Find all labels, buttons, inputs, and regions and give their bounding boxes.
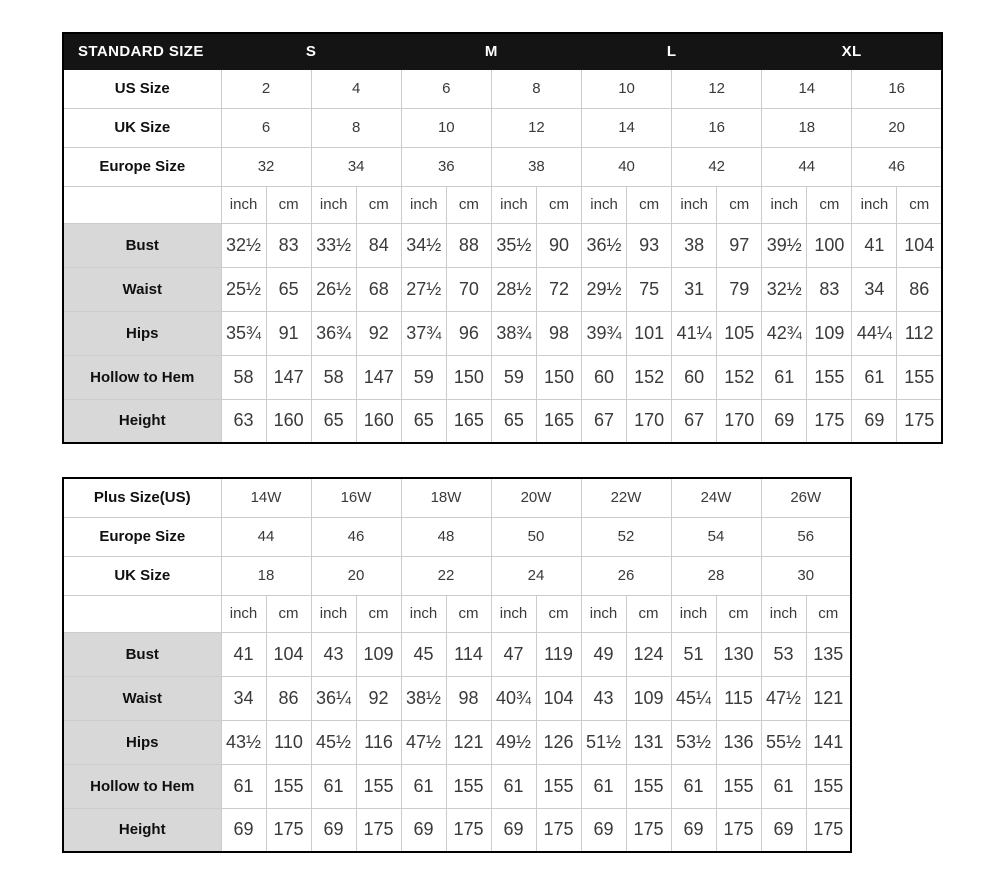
measurement-cell: 69 bbox=[581, 808, 626, 852]
measurement-cell: 40¾ bbox=[491, 676, 536, 720]
measurement-cell: 97 bbox=[717, 223, 762, 267]
measurement-row-height bbox=[63, 399, 942, 443]
size-cell: 16W bbox=[311, 478, 401, 517]
measurement-cell: 160 bbox=[266, 399, 311, 443]
measurement-cell: 155 bbox=[806, 764, 851, 808]
measurement-cell: 155 bbox=[716, 764, 761, 808]
measurement-cell: 124 bbox=[626, 632, 671, 676]
measurement-cell: 69 bbox=[401, 808, 446, 852]
measurement-cell: 37¾ bbox=[401, 311, 446, 355]
measurement-cell: 41 bbox=[852, 223, 897, 267]
row-label-bust: Bust bbox=[63, 223, 221, 267]
unit-label-cm: cm bbox=[807, 186, 852, 223]
measurement-cell: 155 bbox=[626, 764, 671, 808]
measurement-row-waist bbox=[63, 267, 942, 311]
size-cell: 22 bbox=[401, 556, 491, 595]
measurement-cell: 33½ bbox=[311, 223, 356, 267]
measurement-cell: 79 bbox=[717, 267, 762, 311]
unit-label-inch: inch bbox=[401, 595, 446, 632]
size-cell: 4 bbox=[311, 69, 401, 108]
measurement-cell: 53 bbox=[761, 632, 806, 676]
size-cell: 40 bbox=[582, 147, 672, 186]
measurement-cell: 36½ bbox=[582, 223, 627, 267]
measurement-cell: 61 bbox=[401, 764, 446, 808]
row-label-waist: Waist bbox=[63, 676, 221, 720]
size-cell: 44 bbox=[762, 147, 852, 186]
measurement-cell: 69 bbox=[671, 808, 716, 852]
size-group-xl: XL bbox=[762, 33, 942, 69]
measurement-cell: 38 bbox=[672, 223, 717, 267]
unit-label-cm: cm bbox=[626, 595, 671, 632]
measurement-cell: 83 bbox=[266, 223, 311, 267]
unit-label-cm: cm bbox=[266, 595, 311, 632]
measurement-cell: 109 bbox=[626, 676, 671, 720]
unit-label-cm: cm bbox=[717, 186, 762, 223]
size-cell: 14W bbox=[221, 478, 311, 517]
measurement-cell: 38½ bbox=[401, 676, 446, 720]
measurement-cell: 155 bbox=[356, 764, 401, 808]
measurement-cell: 75 bbox=[627, 267, 672, 311]
measurement-cell: 69 bbox=[852, 399, 897, 443]
measurement-cell: 86 bbox=[266, 676, 311, 720]
row-label-bust: Bust bbox=[63, 632, 221, 676]
measurement-cell: 26½ bbox=[311, 267, 356, 311]
measurement-cell: 51 bbox=[671, 632, 716, 676]
measurement-cell: 121 bbox=[806, 676, 851, 720]
size-group-header-row bbox=[63, 33, 942, 69]
measurement-cell: 41¼ bbox=[672, 311, 717, 355]
size-cell: 10 bbox=[582, 69, 672, 108]
size-cell: 26 bbox=[581, 556, 671, 595]
measurement-cell: 36¾ bbox=[311, 311, 356, 355]
measurement-cell: 34 bbox=[221, 676, 266, 720]
measurement-cell: 112 bbox=[897, 311, 942, 355]
unit-label-inch: inch bbox=[582, 186, 627, 223]
measurement-cell: 31 bbox=[672, 267, 717, 311]
unit-row-spacer bbox=[63, 186, 221, 223]
unit-label-inch: inch bbox=[311, 595, 356, 632]
row-label-hips: Hips bbox=[63, 720, 221, 764]
measurement-cell: 72 bbox=[536, 267, 581, 311]
measurement-cell: 141 bbox=[806, 720, 851, 764]
size-cell: 30 bbox=[761, 556, 851, 595]
row-label-plus-size-us: Plus Size(US) bbox=[63, 478, 221, 517]
measurement-cell: 92 bbox=[356, 676, 401, 720]
measurement-cell: 45 bbox=[401, 632, 446, 676]
measurement-row-hollow-to-hem bbox=[63, 355, 942, 399]
size-cell: 50 bbox=[491, 517, 581, 556]
unit-label-cm: cm bbox=[536, 595, 581, 632]
measurement-cell: 58 bbox=[221, 355, 266, 399]
size-cell: 20W bbox=[491, 478, 581, 517]
measurement-cell: 59 bbox=[491, 355, 536, 399]
size-row-plus-size-us bbox=[63, 478, 851, 517]
measurement-cell: 104 bbox=[266, 632, 311, 676]
size-cell: 26W bbox=[761, 478, 851, 517]
measurement-cell: 135 bbox=[806, 632, 851, 676]
measurement-cell: 39¾ bbox=[582, 311, 627, 355]
measurement-cell: 147 bbox=[266, 355, 311, 399]
measurement-cell: 27½ bbox=[401, 267, 446, 311]
measurement-cell: 34½ bbox=[401, 223, 446, 267]
size-cell: 18 bbox=[221, 556, 311, 595]
size-cell: 38 bbox=[491, 147, 581, 186]
size-cell: 22W bbox=[581, 478, 671, 517]
measurement-row-hips bbox=[63, 720, 851, 764]
row-label-europe-size: Europe Size bbox=[63, 517, 221, 556]
unit-label-cm: cm bbox=[446, 595, 491, 632]
row-label-hollow-to-hem: Hollow to Hem bbox=[63, 764, 221, 808]
measurement-cell: 119 bbox=[536, 632, 581, 676]
measurement-cell: 70 bbox=[446, 267, 491, 311]
measurement-row-hips bbox=[63, 311, 942, 355]
measurement-cell: 69 bbox=[761, 808, 806, 852]
size-row-uk-size bbox=[63, 108, 942, 147]
unit-label-inch: inch bbox=[672, 186, 717, 223]
measurement-cell: 155 bbox=[807, 355, 852, 399]
size-cell: 48 bbox=[401, 517, 491, 556]
size-row-europe-size bbox=[63, 147, 942, 186]
measurement-cell: 49½ bbox=[491, 720, 536, 764]
measurement-cell: 47½ bbox=[761, 676, 806, 720]
measurement-cell: 61 bbox=[762, 355, 807, 399]
measurement-cell: 98 bbox=[446, 676, 491, 720]
size-cell: 8 bbox=[311, 108, 401, 147]
size-cell: 36 bbox=[401, 147, 491, 186]
measurement-cell: 28½ bbox=[491, 267, 536, 311]
size-row-us-size bbox=[63, 69, 942, 108]
measurement-cell: 59 bbox=[401, 355, 446, 399]
measurement-cell: 65 bbox=[266, 267, 311, 311]
measurement-cell: 116 bbox=[356, 720, 401, 764]
size-cell: 2 bbox=[221, 69, 311, 108]
measurement-cell: 55½ bbox=[761, 720, 806, 764]
measurement-cell: 25½ bbox=[221, 267, 266, 311]
size-cell: 16 bbox=[852, 69, 942, 108]
unit-header-row bbox=[63, 186, 942, 223]
measurement-cell: 49 bbox=[581, 632, 626, 676]
measurement-cell: 147 bbox=[356, 355, 401, 399]
size-cell: 14 bbox=[762, 69, 852, 108]
size-cell: 12 bbox=[672, 69, 762, 108]
size-group-l: L bbox=[582, 33, 762, 69]
measurement-cell: 83 bbox=[807, 267, 852, 311]
measurement-cell: 150 bbox=[536, 355, 581, 399]
measurement-cell: 35¾ bbox=[221, 311, 266, 355]
unit-label-inch: inch bbox=[311, 186, 356, 223]
measurement-cell: 175 bbox=[897, 399, 942, 443]
measurement-cell: 42¾ bbox=[762, 311, 807, 355]
measurement-cell: 165 bbox=[536, 399, 581, 443]
size-cell: 20 bbox=[852, 108, 942, 147]
measurement-cell: 61 bbox=[671, 764, 716, 808]
size-cell: 8 bbox=[491, 69, 581, 108]
measurement-cell: 104 bbox=[897, 223, 942, 267]
measurement-cell: 29½ bbox=[582, 267, 627, 311]
measurement-cell: 155 bbox=[897, 355, 942, 399]
measurement-cell: 60 bbox=[582, 355, 627, 399]
row-label-uk-size: UK Size bbox=[63, 556, 221, 595]
measurement-cell: 44¼ bbox=[852, 311, 897, 355]
size-cell: 20 bbox=[311, 556, 401, 595]
plus-size-table-grid bbox=[62, 477, 852, 853]
unit-label-cm: cm bbox=[716, 595, 761, 632]
size-cell: 52 bbox=[581, 517, 671, 556]
measurement-cell: 60 bbox=[672, 355, 717, 399]
measurement-cell: 69 bbox=[221, 808, 266, 852]
measurement-cell: 51½ bbox=[581, 720, 626, 764]
measurement-cell: 47 bbox=[491, 632, 536, 676]
measurement-cell: 32½ bbox=[221, 223, 266, 267]
measurement-cell: 32½ bbox=[762, 267, 807, 311]
size-cell: 18 bbox=[762, 108, 852, 147]
row-label-europe-size: Europe Size bbox=[63, 147, 221, 186]
measurement-cell: 88 bbox=[446, 223, 491, 267]
measurement-cell: 92 bbox=[356, 311, 401, 355]
measurement-cell: 43 bbox=[581, 676, 626, 720]
measurement-cell: 121 bbox=[446, 720, 491, 764]
measurement-cell: 170 bbox=[627, 399, 672, 443]
measurement-cell: 86 bbox=[897, 267, 942, 311]
standard-size-table bbox=[62, 32, 943, 444]
unit-row-spacer bbox=[63, 595, 221, 632]
measurement-cell: 69 bbox=[491, 808, 536, 852]
measurement-cell: 61 bbox=[311, 764, 356, 808]
measurement-cell: 61 bbox=[491, 764, 536, 808]
measurement-cell: 152 bbox=[627, 355, 672, 399]
unit-label-inch: inch bbox=[581, 595, 626, 632]
measurement-cell: 175 bbox=[446, 808, 491, 852]
measurement-cell: 47½ bbox=[401, 720, 446, 764]
measurement-cell: 34 bbox=[852, 267, 897, 311]
measurement-cell: 152 bbox=[717, 355, 762, 399]
measurement-cell: 65 bbox=[401, 399, 446, 443]
size-cell: 10 bbox=[401, 108, 491, 147]
measurement-cell: 175 bbox=[806, 808, 851, 852]
measurement-cell: 61 bbox=[221, 764, 266, 808]
size-cell: 34 bbox=[311, 147, 401, 186]
measurement-cell: 61 bbox=[581, 764, 626, 808]
measurement-cell: 104 bbox=[536, 676, 581, 720]
measurement-cell: 98 bbox=[536, 311, 581, 355]
row-label-waist: Waist bbox=[63, 267, 221, 311]
measurement-cell: 61 bbox=[852, 355, 897, 399]
size-cell: 18W bbox=[401, 478, 491, 517]
measurement-cell: 100 bbox=[807, 223, 852, 267]
unit-label-cm: cm bbox=[897, 186, 942, 223]
size-cell: 44 bbox=[221, 517, 311, 556]
unit-label-cm: cm bbox=[356, 595, 401, 632]
measurement-row-bust bbox=[63, 632, 851, 676]
size-row-europe-size bbox=[63, 517, 851, 556]
measurement-cell: 131 bbox=[626, 720, 671, 764]
measurement-cell: 91 bbox=[266, 311, 311, 355]
unit-header-row bbox=[63, 595, 851, 632]
unit-label-inch: inch bbox=[762, 186, 807, 223]
measurement-cell: 93 bbox=[627, 223, 672, 267]
unit-label-inch: inch bbox=[852, 186, 897, 223]
measurement-cell: 165 bbox=[446, 399, 491, 443]
size-group-m: M bbox=[401, 33, 581, 69]
measurement-cell: 39½ bbox=[762, 223, 807, 267]
size-cell: 24W bbox=[671, 478, 761, 517]
size-cell: 32 bbox=[221, 147, 311, 186]
size-cell: 54 bbox=[671, 517, 761, 556]
unit-label-inch: inch bbox=[491, 595, 536, 632]
measurement-cell: 58 bbox=[311, 355, 356, 399]
measurement-cell: 126 bbox=[536, 720, 581, 764]
measurement-cell: 155 bbox=[536, 764, 581, 808]
measurement-cell: 170 bbox=[717, 399, 762, 443]
measurement-cell: 96 bbox=[446, 311, 491, 355]
measurement-cell: 43½ bbox=[221, 720, 266, 764]
measurement-cell: 36¼ bbox=[311, 676, 356, 720]
measurement-cell: 61 bbox=[761, 764, 806, 808]
measurement-cell: 175 bbox=[536, 808, 581, 852]
measurement-cell: 105 bbox=[717, 311, 762, 355]
unit-label-inch: inch bbox=[491, 186, 536, 223]
measurement-cell: 175 bbox=[807, 399, 852, 443]
measurement-row-hollow-to-hem bbox=[63, 764, 851, 808]
measurement-cell: 155 bbox=[446, 764, 491, 808]
unit-label-inch: inch bbox=[761, 595, 806, 632]
size-cell: 46 bbox=[311, 517, 401, 556]
unit-label-inch: inch bbox=[221, 595, 266, 632]
measurement-cell: 53½ bbox=[671, 720, 716, 764]
standard-size-table-grid bbox=[62, 32, 943, 444]
size-cell: 6 bbox=[401, 69, 491, 108]
measurement-cell: 175 bbox=[356, 808, 401, 852]
size-row-uk-size bbox=[63, 556, 851, 595]
row-label-hips: Hips bbox=[63, 311, 221, 355]
measurement-cell: 63 bbox=[221, 399, 266, 443]
measurement-row-waist bbox=[63, 676, 851, 720]
measurement-cell: 109 bbox=[807, 311, 852, 355]
measurement-cell: 115 bbox=[716, 676, 761, 720]
size-cell: 12 bbox=[491, 108, 581, 147]
measurement-cell: 69 bbox=[311, 808, 356, 852]
measurement-cell: 114 bbox=[446, 632, 491, 676]
row-label-uk-size: UK Size bbox=[63, 108, 221, 147]
measurement-cell: 69 bbox=[762, 399, 807, 443]
row-label-us-size: US Size bbox=[63, 69, 221, 108]
unit-label-cm: cm bbox=[356, 186, 401, 223]
measurement-cell: 84 bbox=[356, 223, 401, 267]
measurement-cell: 90 bbox=[536, 223, 581, 267]
row-label-height: Height bbox=[63, 808, 221, 852]
size-cell: 28 bbox=[671, 556, 761, 595]
measurement-cell: 160 bbox=[356, 399, 401, 443]
unit-label-cm: cm bbox=[266, 186, 311, 223]
measurement-cell: 130 bbox=[716, 632, 761, 676]
unit-label-cm: cm bbox=[627, 186, 672, 223]
row-label-height: Height bbox=[63, 399, 221, 443]
measurement-cell: 175 bbox=[266, 808, 311, 852]
unit-label-cm: cm bbox=[446, 186, 491, 223]
measurement-row-height bbox=[63, 808, 851, 852]
size-cell: 14 bbox=[582, 108, 672, 147]
unit-label-inch: inch bbox=[671, 595, 716, 632]
measurement-cell: 35½ bbox=[491, 223, 536, 267]
unit-label-cm: cm bbox=[536, 186, 581, 223]
measurement-cell: 38¾ bbox=[491, 311, 536, 355]
measurement-cell: 67 bbox=[582, 399, 627, 443]
measurement-cell: 45½ bbox=[311, 720, 356, 764]
row-label-hollow-to-hem: Hollow to Hem bbox=[63, 355, 221, 399]
plus-size-table bbox=[62, 477, 852, 853]
measurement-cell: 45¼ bbox=[671, 676, 716, 720]
measurement-cell: 150 bbox=[446, 355, 491, 399]
measurement-cell: 175 bbox=[716, 808, 761, 852]
size-cell: 56 bbox=[761, 517, 851, 556]
size-cell: 16 bbox=[672, 108, 762, 147]
measurement-cell: 155 bbox=[266, 764, 311, 808]
measurement-cell: 109 bbox=[356, 632, 401, 676]
measurement-cell: 65 bbox=[311, 399, 356, 443]
measurement-cell: 43 bbox=[311, 632, 356, 676]
measurement-cell: 175 bbox=[626, 808, 671, 852]
unit-label-inch: inch bbox=[401, 186, 446, 223]
measurement-cell: 110 bbox=[266, 720, 311, 764]
size-cell: 46 bbox=[852, 147, 942, 186]
size-group-s: S bbox=[221, 33, 401, 69]
unit-label-inch: inch bbox=[221, 186, 266, 223]
measurement-cell: 41 bbox=[221, 632, 266, 676]
measurement-cell: 67 bbox=[672, 399, 717, 443]
measurement-row-bust bbox=[63, 223, 942, 267]
table-title: STANDARD SIZE bbox=[63, 33, 221, 69]
size-cell: 42 bbox=[672, 147, 762, 186]
measurement-cell: 136 bbox=[716, 720, 761, 764]
size-cell: 6 bbox=[221, 108, 311, 147]
size-cell: 24 bbox=[491, 556, 581, 595]
measurement-cell: 101 bbox=[627, 311, 672, 355]
measurement-cell: 65 bbox=[491, 399, 536, 443]
unit-label-cm: cm bbox=[806, 595, 851, 632]
measurement-cell: 68 bbox=[356, 267, 401, 311]
